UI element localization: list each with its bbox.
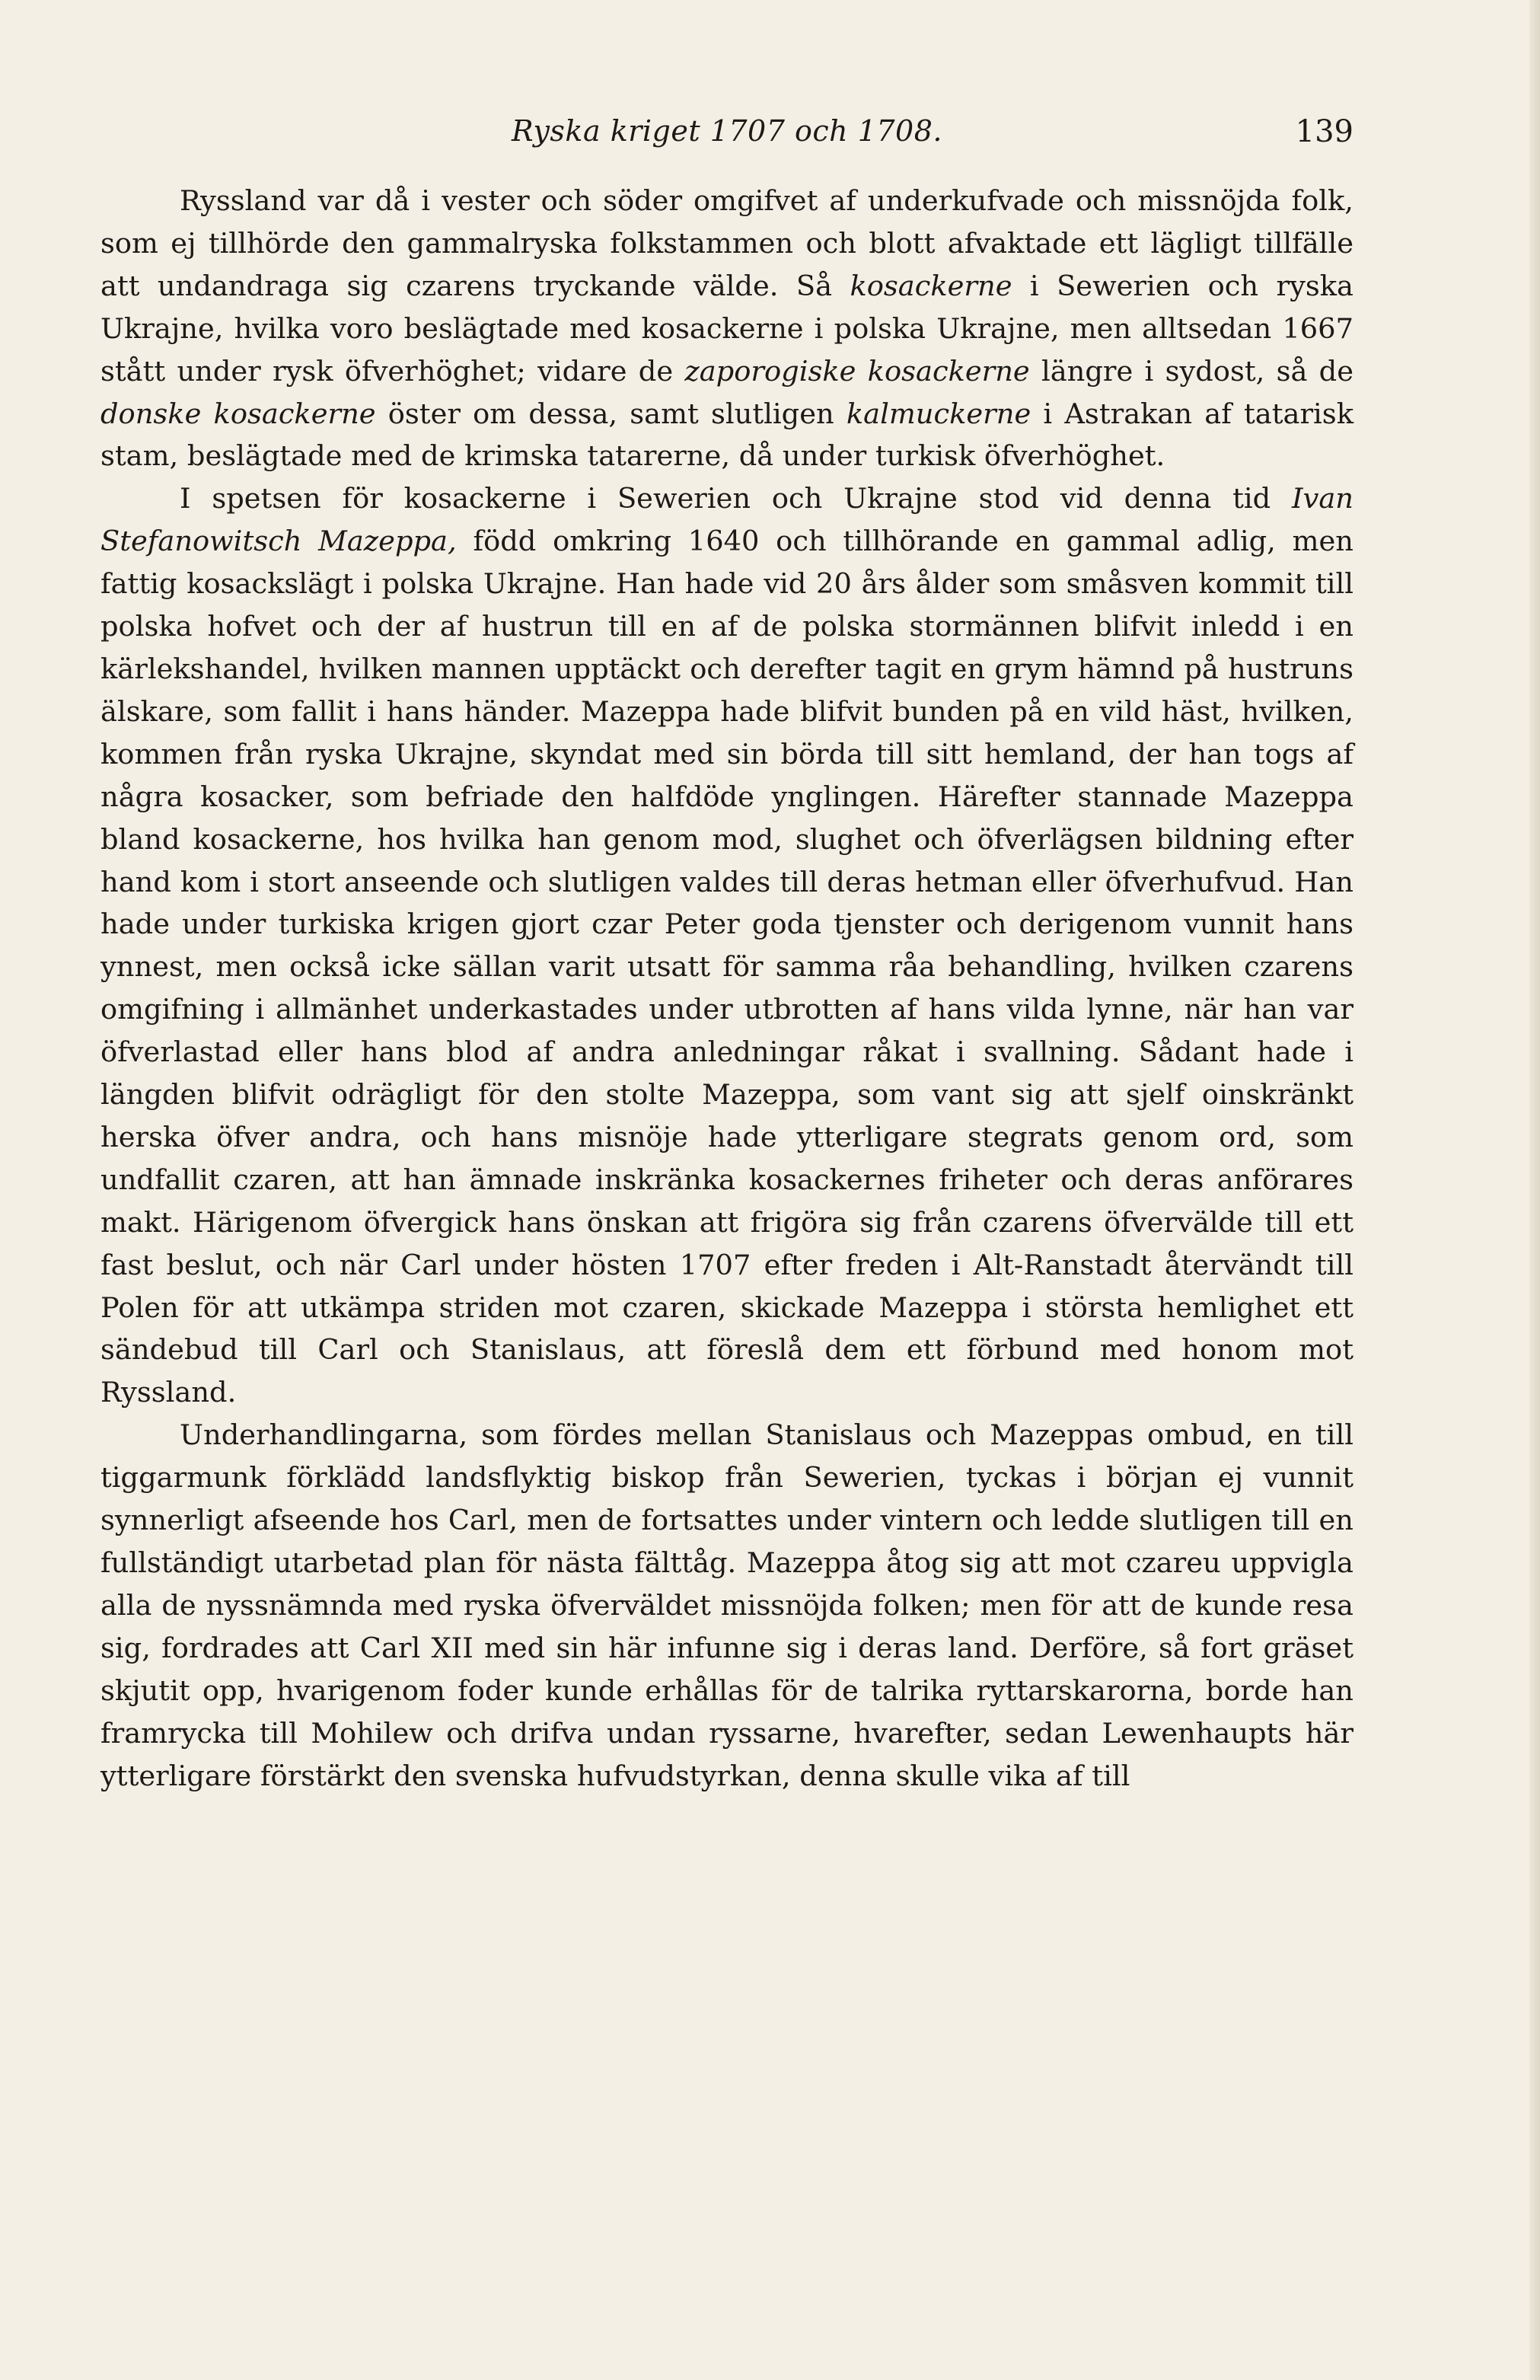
paragraph-2 bbox=[100, 477, 1353, 1414]
paragraph-1 bbox=[100, 180, 1353, 477]
body-text bbox=[100, 180, 1353, 1797]
text-run: öster om dessa, samt slutligen bbox=[375, 397, 847, 430]
running-title: Ryska kriget 1707 och 1708. bbox=[512, 114, 942, 148]
italic-term: donske kosackerne bbox=[100, 397, 376, 430]
italic-term: kalmuckerne bbox=[846, 397, 1031, 430]
text-run: Underhandlingarna, som fördes mellan Stanislaus och Mazeppas ombud, en till tiggarmunk förklädd landsflyktig biskop från Sewerien, tyckas i början ej vunnit synnerligt afseende hos Carl, men de fortsattes under vintern och ledde slutligen till en fullständigt utarbetad plan för nästa fälttåg. Mazeppa åtog sig att mot czareu uppvigla alla de nyssnämnda med ryska öfverväldet missnöjda folken; men för att de kunde resa sig, fordrades att Carl XII med sin här infunne sig i deras land. Derföre, så fort gräset skjutit opp, hvarigenom foder kunde erhållas för de talrika ryttarskarorna, borde han framrycka till Mohilew och drifva undan ryssarne, hvarefter, sedan Lewenhaupts här ytterligare förstärkt den svenska hufvudstyrkan, denna skulle vika af till bbox=[100, 1418, 1353, 1792]
text-run: i Astrakan af tatarisk stam, beslägtade med de krimska tatarerne, då under turkisk öfverhöghet. bbox=[100, 397, 1353, 473]
text-run: Ryssland var då i vester och söder omgifvet af underkufvade och missnöjda folk, som ej tillhörde den gammalryska folkstammen och blott afvaktade ett lägligt tillfälle att undandraga sig czarens tryckande välde. Så bbox=[100, 184, 1353, 302]
italic-term: zaporogiske kosackerne bbox=[684, 354, 1030, 388]
page-edge-shadow bbox=[1529, 0, 1540, 2380]
italic-term: kosackerne bbox=[850, 269, 1012, 302]
page-number: 139 bbox=[1295, 114, 1353, 149]
page-header bbox=[100, 114, 1353, 160]
text-run: i Sewerien och ryska Ukrajne, hvilka voro beslägtade med kosackerne i polska Ukrajne, men alltsedan 1667 stått under rysk öfverhöghet; vidare de bbox=[100, 269, 1353, 388]
italic-term: Ivan Stefanowitsch Mazeppa, bbox=[100, 482, 1353, 558]
text-run: längre i sydost, så de bbox=[1029, 354, 1353, 388]
text-run: född omkring 1640 och tillhörande en gammal adlig, men fattig kosackslägt i polska Ukrajne. Han hade vid 20 års ålder som småsven kommit till polska hofvet och der af hustrun till en af de polska stormännen blifvit inledd i en kärlekshandel, hvilken mannen upptäckt och derefter tagit en grym hämnd på hustruns älskare, som fallit i hans händer. Mazeppa hade blifvit bunden på en vild häst, hvilken, kommen från ryska Ukrajne, skyndat med sin börda till sitt hemland, der han togs af några kosacker, som befriade den halfdöde ynglingen. Härefter stannade Mazeppa bland kosackerne, hos hvilka han genom mod, slughet och öfverlägsen bildning efter hand kom i stort anseende och slutligen valdes till deras hetman eller öfverhufvud. Han hade under turkiska krigen gjort czar Peter goda tjenster och derigenom vunnit hans ynnest, men också icke sällan varit utsatt för samma råa behandling, hvilken czarens omgifning i allmänhet underkastades under utbrotten af hans vilda lynne, när han var öfverlastad eller hans blod af andra anledningar råkat i svallning. Sådant hade i längden blifvit odrägligt för den stolte Mazeppa, som vant sig att sjelf oinskränkt herska öfver andra, och hans misnöje hade ytterligare stegrats genom ord, som undfallit czaren, att han ämnade inskränka kosackernes friheter och deras anförares makt. Härigenom öfvergick hans önskan att frigöra sig från czarens öfvervälde till ett fast beslut, och när Carl under hösten 1707 efter freden i Alt-Ranstadt återvändt till Polen för att utkämpa striden mot czaren, skickade Mazeppa i största hemlighet ett sändebud till Carl och Stanislaus, att föreslå dem ett förbund med honom mot Ryssland. bbox=[100, 525, 1353, 1409]
text-run: I spetsen för kosackerne i Sewerien och Ukrajne stod vid denna tid bbox=[180, 482, 1293, 515]
paragraph-3 bbox=[100, 1414, 1353, 1797]
